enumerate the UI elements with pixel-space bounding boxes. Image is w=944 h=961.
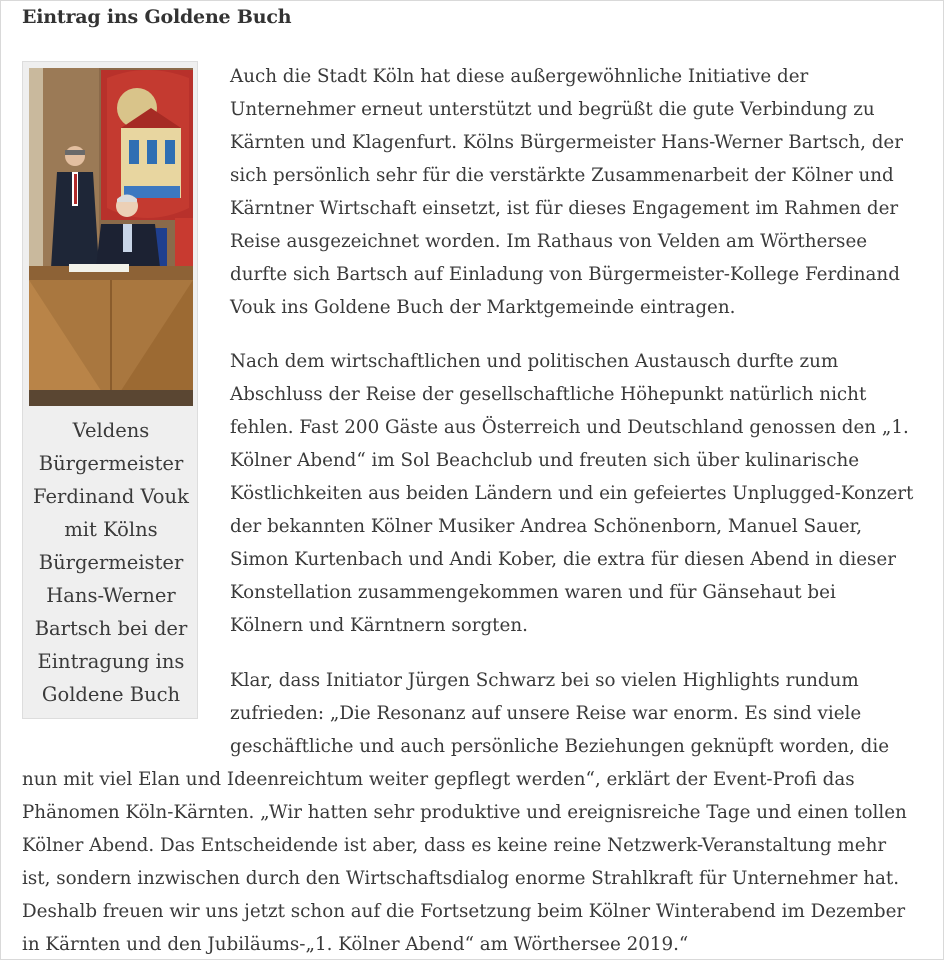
paragraph-line: Unternehmer erneut unterstützt und begrüßt die gute Verbindung zu [230,99,875,120]
paragraph-line: ist, sondern inzwischen durch den Wirtschaftsdialog enorme Strahlkraft für Unternehmer hat. [22,868,900,889]
paragraph-2 [230,345,913,642]
caption-line: Hans-Werner [46,584,176,607]
paragraph-line: der bekannten Kölner Musiker Andrea Schönenborn, Manuel Sauer, [230,516,863,537]
paragraph-3-continued [22,763,907,961]
paragraph-line: Konstellation zusammengekommen waren und für Gänsehaut bei [230,582,836,603]
paragraph-line: Phänomen Köln-Kärnten. „Wir hatten sehr produktive und ereignisreiche Tage und einen tollen [22,802,907,823]
caption-line: Bürgermeister [38,452,184,475]
paragraph-line: in Kärnten und den Jubiläums-„1. Kölner Abend“ am Wörthersee 2019.“ [22,934,689,955]
paragraph-line: fehlen. Fast 200 Gäste aus Österreich und Deutschland genossen den „1. [230,417,909,438]
paragraph-line: geschäftliche und auch persönliche Beziehungen geknüpft worden, die [230,736,890,757]
paragraph-line: Deshalb freuen wir uns jetzt schon auf die Fortsetzung beim Kölner Winterabend im Dezember [22,901,906,922]
paragraph-line: sich persönlich sehr für die verstärkte Zusammenarbeit der Kölner und [230,165,894,186]
paragraph-1 [230,60,903,324]
paragraph-line: durfte sich Bartsch auf Einladung von Bürgermeister-Kollege Ferdinand [230,264,900,285]
paragraph-line: Köstlichkeiten aus beiden Ländern und ein gefeiertes Unplugged-Konzert [230,483,914,504]
signing-photo [29,68,193,406]
paragraph-line: zufrieden: „Die Resonanz auf unsere Reise war enorm. Es sind viele [230,703,862,724]
paragraph-line: Simon Kurtenbach und Andi Kober, die extra für diesen Abend in dieser [230,549,896,570]
paragraph-line: Klar, dass Initiator Jürgen Schwarz bei so vielen Highlights rundum [230,670,859,691]
paragraph-line: Abschluss der Reise der gesellschaftliche Höhepunkt natürlich nicht [230,384,867,405]
caption-line: Ferdinand Vouk [33,485,189,508]
section-heading: Eintrag ins Goldene Buch [22,6,292,28]
paragraph-line: Reise ausgezeichnet worden. Im Rathaus von Velden am Wörthersee [230,231,868,252]
caption-line: Bürgermeister [38,551,184,574]
caption-line: mit Kölns [64,518,158,541]
paragraph-line: Vouk ins Goldene Buch der Marktgemeinde eintragen. [230,297,736,318]
paragraph-line: nun mit viel Elan und Ideenreichtum weiter gepflegt werden“, erklärt der Event-Profi das [22,769,855,790]
paragraph-line: Kärntner Wirtschaft einsetzt, ist für dieses Engagement im Rahmen der [230,198,899,219]
paragraph-line: Kärnten und Klagenfurt. Kölns Bürgermeister Hans-Werner Bartsch, der [230,132,903,153]
photo-caption [27,414,195,711]
paragraph-line: Nach dem wirtschaftlichen und politischen Austausch durfte zum [230,351,839,372]
caption-line: Bartsch bei der [34,617,188,640]
paragraph-3 [230,664,889,763]
paragraph-line: Kölner Abend“ im Sol Beachclub und freuten sich über kulinarische [230,450,860,471]
paragraph-line: Auch die Stadt Köln hat diese außergewöhnliche Initiative der [230,66,809,87]
paragraph-line: Kölner Abend. Das Entscheidende ist aber, dass es keine reine Netzwerk-Veranstaltung mehr [22,835,887,856]
caption-line: Eintragung ins [37,650,185,673]
caption-line: Veldens [72,419,150,442]
caption-line: Goldene Buch [41,683,181,706]
photo-figure [22,61,198,719]
paragraph-line: Kölnern und Kärntnern sorgten. [230,615,528,636]
